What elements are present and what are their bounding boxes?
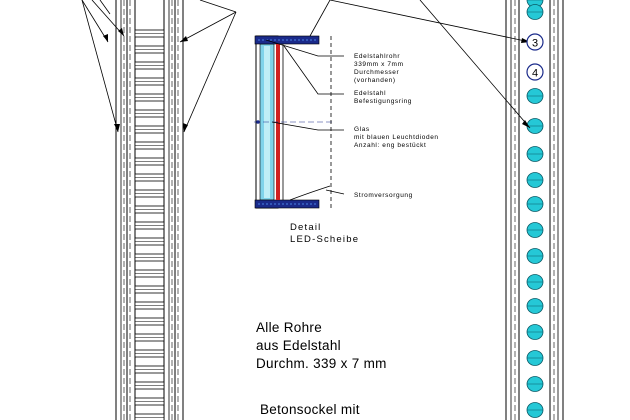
reference-badges (527, 34, 543, 80)
note-pipes-line2: aus Edelstahl (256, 338, 341, 353)
detail-text (290, 53, 439, 245)
detail-caption-line2: LED-Scheibe (290, 234, 360, 245)
label-glas: Glas (354, 126, 370, 133)
badge-3-label: 3 (531, 37, 539, 50)
label-edelstahlrohr: Edelstahlrohr (354, 53, 401, 60)
left-tower-led-discs (135, 30, 164, 420)
leader-arrowheads-right (521, 38, 530, 128)
label-vorhanden: (vorhanden) (354, 77, 396, 84)
label-durchmesser: Durchmesser (354, 69, 400, 76)
detail-caption-line1: Detail (290, 222, 322, 233)
label-anzahl: Anzahl: eng bestückt (354, 142, 427, 149)
led-disc-detail (254, 36, 334, 210)
label-leuchtdioden: mit blauen Leuchtdioden (354, 134, 439, 141)
badge-4-label: 4 (531, 67, 539, 80)
label-rohr-size: 339mm x 7mm (354, 61, 404, 68)
note-pipes-line1: Alle Rohre (256, 320, 323, 335)
label-edelstahl: Edelstahl (354, 90, 387, 97)
label-befestigungsring: Befestigungsring (354, 98, 413, 105)
notes (256, 320, 387, 417)
label-stromversorgung: Stromversorgung (354, 192, 413, 199)
note-base-line1: Betonsockel mit (260, 402, 360, 417)
right-tower-led-discs (527, 0, 543, 418)
note-pipes-line3: Durchm. 339 x 7 mm (256, 356, 387, 371)
led-disc-side-view (135, 414, 164, 420)
